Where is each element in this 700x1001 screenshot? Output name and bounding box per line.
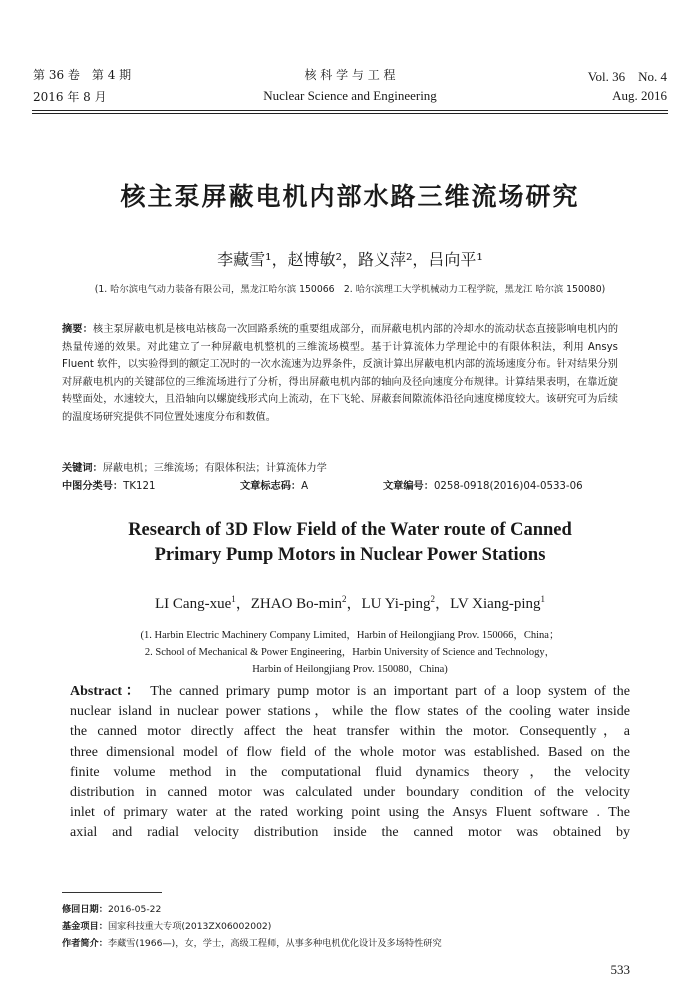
document-code [240,477,308,492]
page-number: 533 [610,962,630,977]
abstract-cn [62,321,618,426]
title-en [0,518,700,568]
author-bio-label: 作者简介： [62,938,108,949]
author-en: LU Yi-ping [361,596,431,612]
abstract-en-line: three dimensional model of flow field of the whole motor was established. Based on the [70,744,630,760]
abstract-en-line: distribution in canned motor was calculated under boundary condition of the velocity [70,785,630,801]
authors-en: LI Cang-xue$^1$，ZHAO $Bo-\min^2$，LU Yi-ping$^2$，LV Xiang-ping$^1$ [155,594,545,612]
affiliations-cn: (1. 哈尔滨电气动力装备有限公司，黑龙江哈尔滨 150066 2. 哈尔滨理工大学机械动力工程学院，黑龙江 哈尔滨 150080) [94,284,606,295]
footnote-received [62,901,161,915]
author-affil-marker: 2 [342,594,347,604]
article-number [383,477,583,492]
article-number-label: 文章编号： [383,481,434,492]
keywords-cn [62,459,327,474]
author-affil-marker: 2 [430,594,436,604]
clc-value: TK121 [123,481,156,492]
article-number-value: 0258-0918(2016)04-0533-06 [433,481,583,492]
abstract-cn-label: 摘要： [62,324,93,335]
received-value: 2016-05-22 [107,904,162,915]
header-date-cn: 2016 年 8 月 [33,90,107,104]
footnote-fund [62,918,271,932]
abstract-en-line: nuclear island in nuclear power stations，while the flow states of the cooling water inside [70,704,630,720]
affiliations-en [0,627,700,678]
doc-code-label: 文章标志码： [240,481,302,492]
header-journal-en: Nuclear Science and Engineering [263,88,437,103]
fund-label: 基金项目： [62,921,108,932]
abstract-cn-text: 核主泵屏蔽电机是核电站核岛一次回路系统的重要组成部分，而屏蔽电机内部的冷却水的流动状态直接影响电机内的热量传递的效果。对此建立了一种屏蔽电机整机的三维流场模型。基于计算流体力学理论中的有限体积法，利用 Ansys Fluent 软件，以实验得到的额定工况时的一次水流速为边界条件，反演计算出屏蔽电机内部的流场速度分布。针对结果分别对屏蔽电机内的关键部位的三维流场进行了分析，得出屏蔽电机内部的轴向及径向速度分布规律。计算结果表明，在靠近旋转壁面处，水速较大，且沿轴向以螺旋线形式向上流动，在下飞轮、屏蔽套间隙流体沿径向速度梯度较大。该研究可为后续的温度场研究提供不同位置处速度分布和数值。 [62,324,619,423]
abstract-en-line: inlet of primary water at the rated working point using the Ansys Fluent software . The [70,805,630,821]
author-bio-value: 李藏雪(1966—)，女，学士，高级工程师，从事多种电机优化设计及多场特性研究 [107,938,442,949]
abstract-en-line: Abstract： The canned primary pump motor is an important part of a loop system of the [70,684,630,699]
keywords-cn-label: 关键词： [62,463,103,474]
clc-label: 中图分类号： [62,481,124,492]
clc-number [62,477,155,492]
affiliation-en-line: (1. Harbin Electric Machinery Company Limited，Harbin of Heilongjiang Prov. 150066，China； [140,630,560,641]
header-volume-cn: 第 36 卷 第 4 期 [33,68,132,82]
author-en: LV Xiang-ping [450,596,541,612]
received-label: 修回日期： [62,904,108,915]
header-date-en: Aug. 2016 [612,88,667,103]
author-en: LI Cang-xue [155,596,232,612]
fund-value: 国家科技重大专项(2013ZX06002002) [107,921,272,932]
affiliation-en-line: 2. School of Mechanical & Power Engineering，Harbin University of Science and Technology， [144,647,556,658]
header-journal-cn: 核 科 学 与 工 程 [304,68,396,82]
affiliation-en-line: Harbin of Heilongjiang Prov. 150080，China) [252,664,448,675]
footnote-author [62,935,442,949]
author-en: ZHAO Bo-min [250,596,342,612]
author-affil-marker: 1 [540,594,545,604]
doc-code-value: A [301,481,309,492]
header-volume-en: Vol. 36 No. 4 [587,69,667,84]
title-en-line-2: Primary Pump Motors in Nuclear Power Stations [154,545,546,565]
footnote-rule [62,892,162,893]
abstract-en-line: axial and radial velocity distribution inside the canned motor was obtained by [70,825,630,841]
header-rule-top [32,110,668,111]
abstract-en-label: Abstract： [70,684,144,699]
abstract-en [70,682,630,844]
abstract-en-line: finite volume method in the computational fluid dynamics theory，the velocity [70,764,630,780]
keywords-cn-text: 屏蔽电机；三维流场；有限体积法；计算流体力学 [102,463,327,474]
authors-cn: 李藏雪¹，赵博敏²，路义萍²，吕向平¹ [217,250,483,269]
abstract-en-line: the canned motor directly affect the heat transfer within the motor. Consequently，a [70,724,630,740]
header-rule-bottom [32,113,668,114]
title-en-line-1: Research of 3D Flow Field of the Water route of Canned [128,520,572,540]
author-affil-marker: 1 [231,594,236,604]
title-cn: 核主泵屏蔽电机内部水路三维流场研究 [120,182,580,211]
